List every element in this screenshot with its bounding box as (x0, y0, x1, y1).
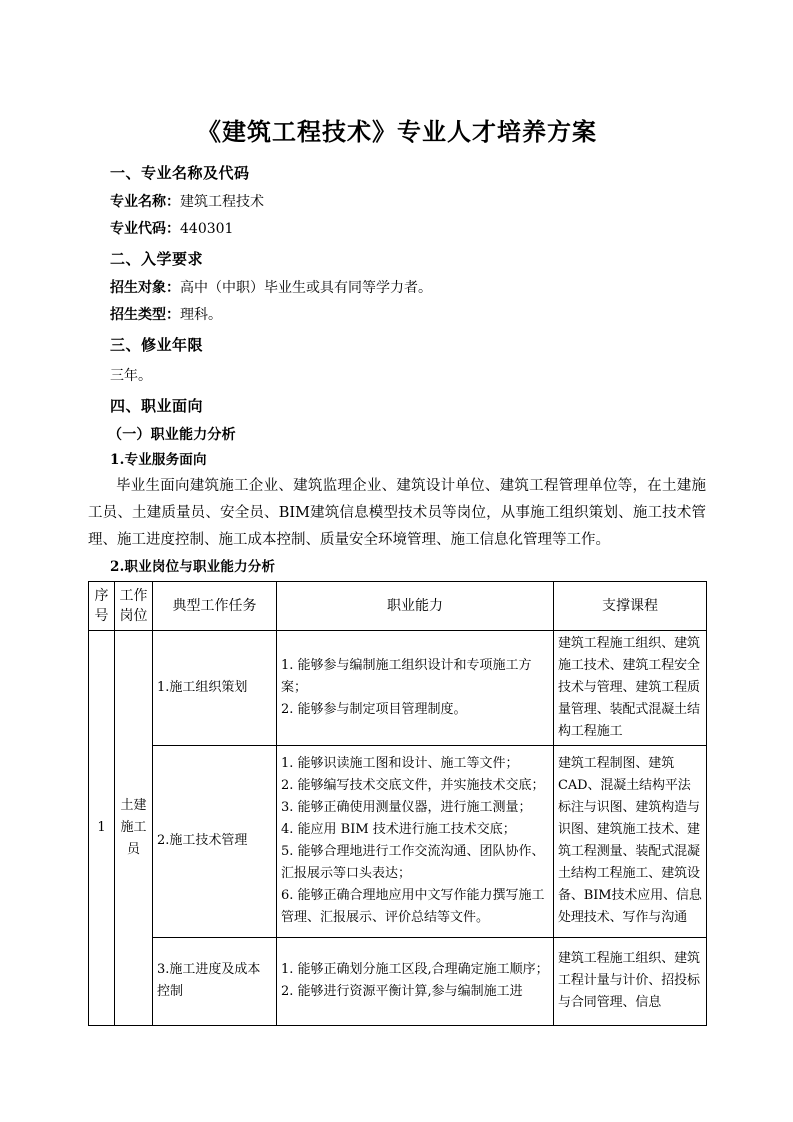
cell-course-3: 建筑工程施工组织、建筑工程计量与计价、招投标与合同管理、信息 (554, 937, 707, 1025)
ability-item: 2. 能够编写技术交底文件，并实施技术交底； (281, 778, 545, 794)
ability-item: 1. 能够识读施工图和设计、施工等文件； (281, 756, 519, 772)
ability-item: 6. 能够正确合理地应用中文写作能力撰写施工管理、汇报展示、评价总结等文件。 (281, 888, 545, 926)
ability-item: 5. 能够合理地进行工作交流沟通、团队协作、汇报展示等口头表达； (281, 844, 545, 882)
table-header-row (89, 581, 707, 630)
table-header-task: 典型工作任务 (153, 581, 277, 630)
field-admission-target-value: 高中（中职）毕业生或具有同等学力者。 (180, 280, 432, 297)
cell-course-2: 建筑工程制图、建筑CAD、混凝土结构平法标注与识图、建筑构造与识图、建筑施工技术、建筑工程测量、装配式混凝土结构工程施工、建筑设备、BIM技术应用、信息处理技术、写作与沟通 (554, 745, 707, 937)
cell-task-1: 1.施工组织策划 (153, 630, 277, 745)
cell-ability-3 (277, 937, 554, 1025)
ability-item: 1. 能够参与编制施工组织设计和专项施工方案； (281, 657, 532, 695)
cell-seq-1: 1 (89, 630, 115, 1025)
field-major-name-value: 建筑工程技术 (180, 194, 264, 211)
table-header-post: 工作岗位 (115, 581, 153, 630)
cell-ability-2 (277, 745, 554, 937)
table-row (89, 937, 707, 1025)
ability-item: 4. 能应用 BIM 技术进行施工技术交底； (281, 822, 516, 838)
cell-post-1: 土建施工员 (115, 630, 153, 1025)
section-heading-4: 四、职业面向 (110, 397, 204, 415)
field-major-name-label: 专业名称： (110, 194, 180, 211)
cell-course-1: 建筑工程施工组织、建筑施工技术、建筑工程安全技术与管理、建筑工程质量管理、装配式混凝土结构工程施工 (554, 630, 707, 745)
subsection-heading-career-ability: （一）职业能力分析 (108, 427, 236, 444)
section-heading-3: 三、修业年限 (110, 335, 204, 354)
document-content (88, 0, 706, 1026)
ability-item: 3. 能够正确使用测量仪器，进行施工测量； (281, 800, 532, 816)
page-title: 《建筑工程技术》专业人才培养方案 (197, 117, 597, 146)
subsection-heading-service-orientation: 1.专业服务面向 (110, 452, 207, 469)
field-admission-target-label: 招生对象： (110, 280, 180, 297)
cell-task-3: 3.施工进度及成本控制 (153, 937, 277, 1025)
section-heading-2: 二、入学要求 (110, 249, 204, 268)
service-orientation-paragraph: 毕业生面向建筑施工企业、建筑监理企业、建筑设计单位、建筑工程管理单位等，在土建施工员、土建质量员、安全员、BIM建筑信息模型技术员等岗位，从事施工组织策划、施工技术管理、施工进度控制、施工成本控制、质量安全环境管理、施工信息化管理等工作。 (88, 478, 706, 549)
field-admission-target (88, 279, 706, 298)
field-major-name (88, 193, 706, 212)
post-ability-table (88, 581, 707, 1026)
table-header-seq: 序号 (89, 581, 115, 630)
ability-item: 2. 能够进行资源平衡计算,参与编制施工进 (281, 984, 523, 1000)
ability-item: 1. 能够正确划分施工区段,合理确定施工顺序； (281, 962, 549, 978)
section-heading-1: 一、专业名称及代码 (110, 163, 250, 182)
field-admission-type (88, 306, 706, 325)
cell-task-2: 2.施工技术管理 (153, 745, 277, 937)
subsection-heading-post-ability: 2.职业岗位与职业能力分析 (110, 559, 276, 576)
table-header-course: 支撑课程 (554, 581, 707, 630)
table-row (89, 630, 707, 745)
ability-item: 2. 能够参与制定项目管理制度。 (281, 701, 467, 717)
field-admission-type-label: 招生类型： (110, 306, 180, 323)
study-duration-text: 三年。 (110, 368, 152, 385)
field-major-code (88, 220, 706, 239)
field-major-code-label: 专业代码： (110, 220, 180, 237)
field-admission-type-value: 理科。 (180, 306, 222, 323)
field-major-code-value: 440301 (180, 220, 234, 237)
table-header-ability: 职业能力 (277, 581, 554, 630)
cell-ability-1 (277, 630, 554, 745)
table-row (89, 745, 707, 937)
